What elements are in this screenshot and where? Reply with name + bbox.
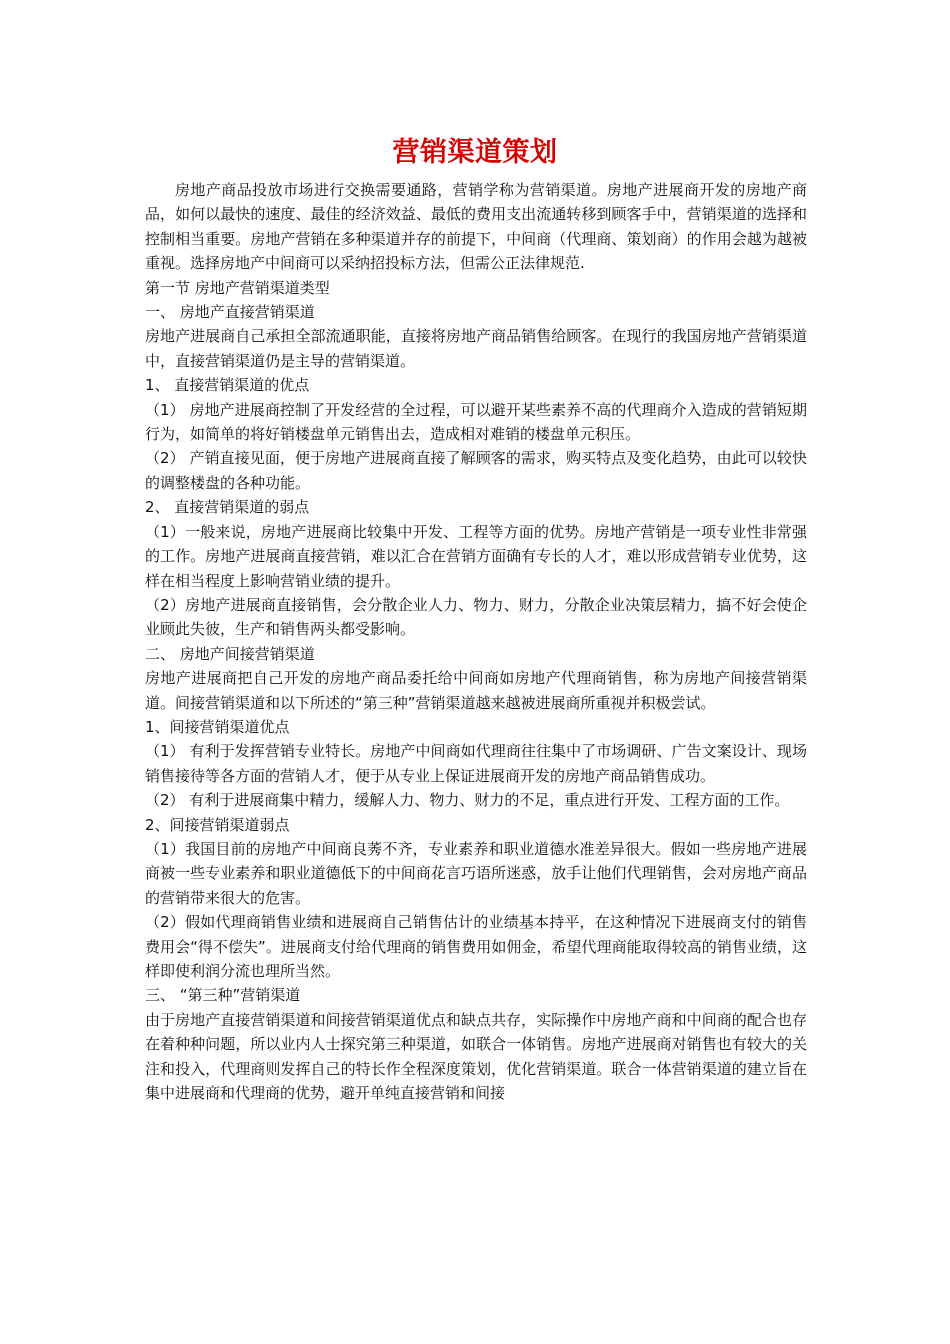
subsection-heading: 三、 “第三种”营销渠道: [145, 986, 301, 1005]
item-heading: 2、间接营销渠道弱点: [145, 815, 290, 834]
list-item: （2）假如代理商销售业绩和进展商自己销售估计的业绩基本持平，在这种情况下进展商支付的销售费用会“得不偿失”。进展商支付给代理商的销售费用如佣金，希望代理商能取得较高的销售业绩，这样即使利润分流也理所当然。: [145, 913, 807, 980]
list-item: （1） 有利于发挥营销专业特长。房地产中间商如代理商往往集中了市场调研、广告文案设计、现场销售接待等各方面的营销人才，便于从专业上保证进展商开发的房地产商品销售成功。: [145, 742, 807, 785]
body-paragraph: 由于房地产直接营销渠道和间接营销渠道优点和缺点共存，实际操作中房地产商和中间商的配合也存在着种种问题，所以业内人士探究第三种渠道，如联合一体销售。房地产进展商对销售也有较大的关注和投入，代理商则发挥自己的特长作全程深度策划，优化营销渠道。联合一体营销渠道的建立旨在集中进展商和代理商的优势，避开单纯直接营销和间接: [145, 1010, 807, 1103]
subsection-heading: 一、 房地产直接营销渠道: [145, 303, 315, 322]
section-heading: 第一节 房地产营销渠道类型: [145, 278, 330, 297]
intro-paragraph: 房地产商品投放市场进行交换需要通路，营销学称为营销渠道。房地产进展商开发的房地产商品，如何以最快的速度、最佳的经济效益、最低的费用支出流通转移到顾客手中，营销渠道的选择和控制相当重要。房地产营销在多种渠道并存的前提下，中间商（代理商、策划商）的作用会越为越被重视。选择房地产中间商可以采纳招投标方法，但需公正法律规范.: [145, 181, 807, 273]
list-item: （2） 产销直接见面，便于房地产进展商直接了解顾客的需求，购买特点及变化趋势，由此可以较快的调整楼盘的各种功能。: [145, 449, 807, 492]
list-item: （2） 有利于进展商集中精力，缓解人力、物力、财力的不足，重点进行开发、工程方面的工作。: [145, 791, 790, 810]
item-heading: 2、 直接营销渠道的弱点: [145, 498, 310, 517]
list-item: （1）我国目前的房地产中间商良莠不齐，专业素养和职业道德水准差异很大。假如一些房地产进展商被一些专业素养和职业道德低下的中间商花言巧语所迷惑，放手让他们代理销售，会对房地产商品的营销带来很大的危害。: [145, 839, 807, 907]
item-heading: 1、间接营销渠道优点: [145, 717, 290, 736]
list-item: （1） 房地产进展商控制了开发经营的全过程，可以避开某些素养不高的代理商介入造成的营销短期行为，如简单的将好销楼盘单元销售出去，造成相对难销的楼盘单元积压。: [145, 400, 807, 444]
item-heading: 1、 直接营销渠道的优点: [145, 376, 310, 395]
body-paragraph: 房地产进展商自己承担全部流通职能，直接将房地产商品销售给顾客。在现行的我国房地产营销渠道中，直接营销渠道仍是主导的营销渠道。: [145, 327, 807, 370]
document-body: [145, 178, 807, 1105]
body-paragraph: 房地产进展商把自己开发的房地产商品委托给中间商如房地产代理商销售，称为房地产间接营销渠道。间接营销渠道和以下所述的“第三种”营销渠道越来越被进展商所重视并积极尝试。: [145, 669, 807, 712]
list-item: （1）一般来说，房地产进展商比较集中开发、工程等方面的优势。房地产营销是一项专业性非常强的工作。房地产进展商直接营销，难以汇合在营销方面确有专长的人才，难以形成营销专业优势，这样在相当程度上影响营销业绩的提升。: [145, 522, 807, 590]
subsection-heading: 二、 房地产间接营销渠道: [145, 644, 315, 663]
list-item: （2）房地产进展商直接销售，会分散企业人力、物力、财力，分散企业决策层精力，搞不好会使企业顾此失彼，生产和销售两头都受影响。: [145, 595, 807, 639]
document-title: 营销渠道策划: [392, 137, 558, 168]
